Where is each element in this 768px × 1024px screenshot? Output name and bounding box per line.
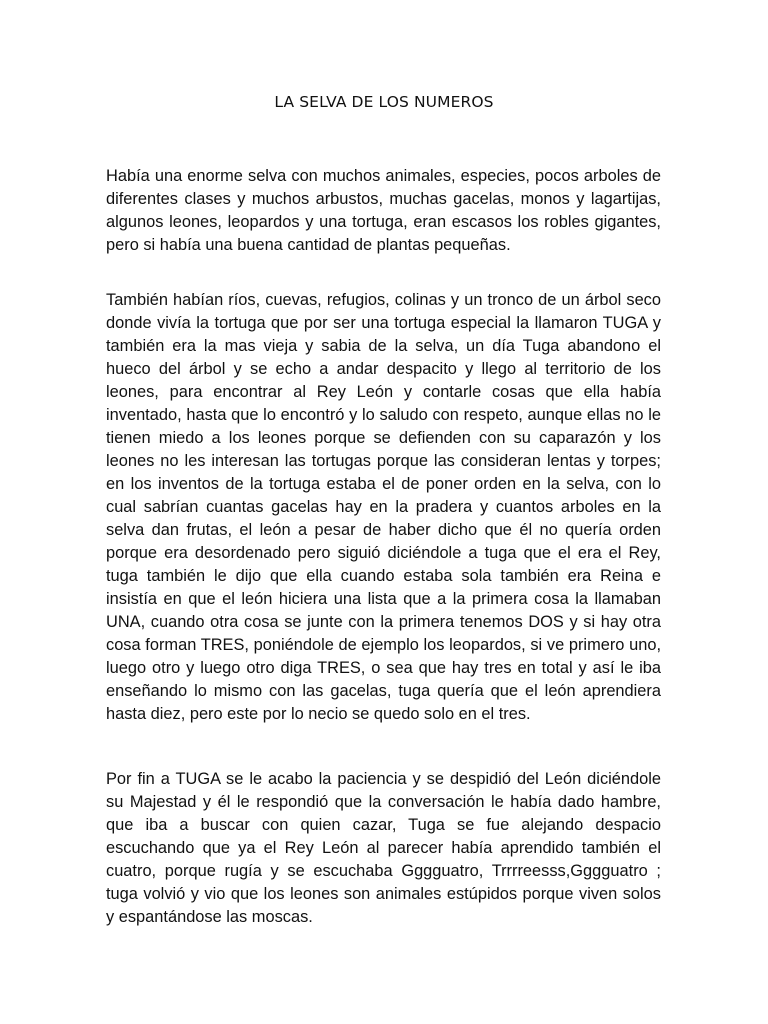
- paragraph-3: Por fin a TUGA se le acabo la paciencia y se despidió del León diciéndole su Majestad y él le respondió que la conversación le había dado hambre, que iba a buscar con quien cazar, Tuga se fue alejando despacio escuchando que ya el Rey León al parecer había aprendido también el cuatro, porque rugía y se escuchaba Gggguatro, Trrrreesss,Gggguatro ; tuga volvió y vio que los leones son animales estúpidos porque viven solos y espantándose las moscas.: [106, 770, 661, 926]
- paragraph-1: Había una enorme selva con muchos animales, especies, pocos arboles de diferentes clases y muchos arbustos, muchas gacelas, monos y lagartijas, algunos leones, leopardos y una tortuga, eran escasos los robles gigantes, pero si había una buena cantidad de plantas pequeñas.: [106, 167, 661, 254]
- paragraph-2: También habían ríos, cuevas, refugios, colinas y un tronco de un árbol seco donde vivía la tortuga que por ser una tortuga especial la llamaron TUGA y también era la mas vieja y sabia de la selva, un día Tuga abandono el hueco del árbol y se echo a andar despacito y llego al territorio de los leones, para encontrar al Rey León y contarle cosas que ella había inventado, hasta que lo encontró y lo saludo con respeto, aunque ellas no le tienen miedo a los leones porque se defienden con su caparazón y los leones no les interesan las tortugas porque las consideran lentas y torpes; en los inventos de la tortuga estaba el de poner orden en la selva, con lo cual sabrían cuantas gacelas hay en la pradera y cuantos arboles en la selva dan frutas, el león a pesar de haber dicho que él no quería orden porque era desordenado pero siguió diciéndole a tuga que el era el Rey, tuga también le dijo que ella cuando estaba sola también era Reina e insistía en que el león hiciera una lista que a la primera cosa la llamaban UNA, cuando otra cosa se junte con la primera tenemos DOS y si hay otra cosa forman TRES, poniéndole de ejemplo los leopardos, si ve primero uno, luego otro y luego otro diga TRES, o sea que hay tres en total y así le iba enseñando lo mismo con las gacelas, tuga quería que el león aprendiera hasta diez, pero este por lo necio se quedo solo en el tres.: [106, 291, 661, 723]
- document-title: LA SELVA DE LOS NUMEROS: [274, 93, 494, 111]
